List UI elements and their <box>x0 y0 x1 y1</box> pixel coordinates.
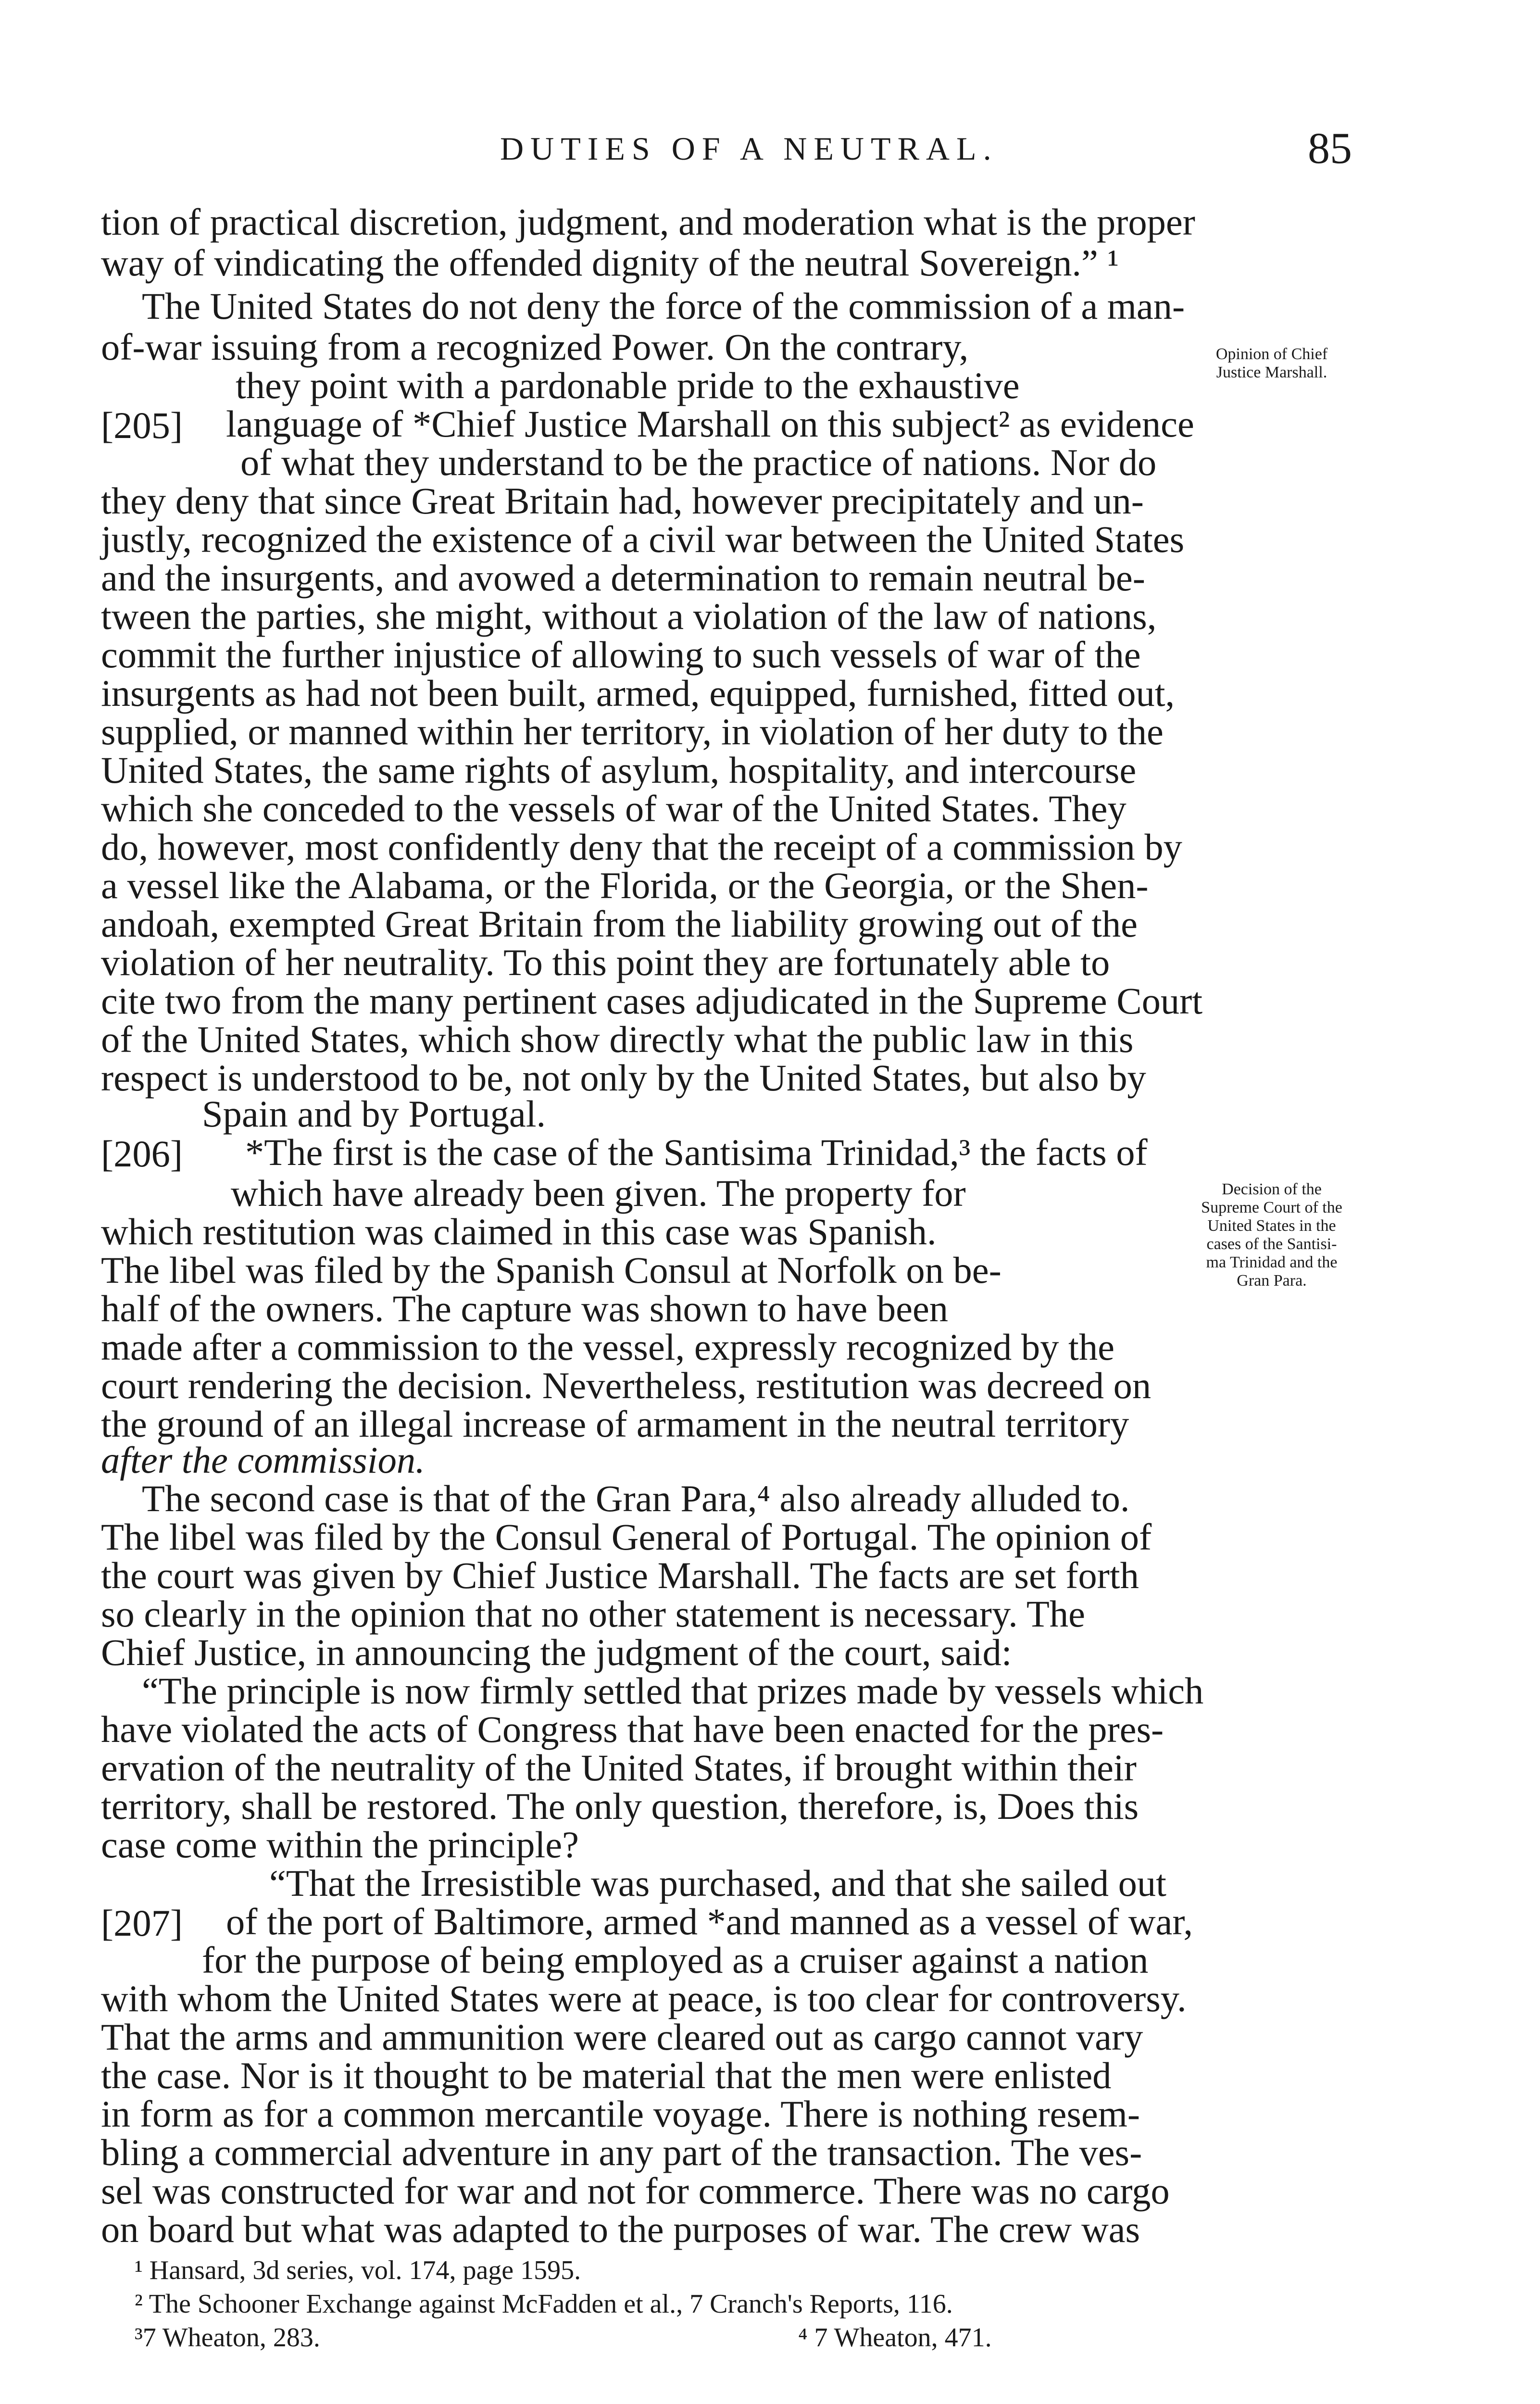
text-line: sel was constructed for war and not for commerce. There was no cargo <box>101 2170 1170 2212</box>
text-line: of the United States, which show directly what the public law in this <box>101 1018 1134 1060</box>
text-line: The second case is that of the Gran Para,⁴ also already alluded to. <box>142 1477 1130 1519</box>
sidenote-decision <box>1178 1180 1365 1290</box>
text-line: of what they understand to be the practice of nations. Nor do <box>240 441 1157 483</box>
text-line: “The principle is now firmly settled that prizes made by vessels which <box>142 1670 1204 1712</box>
text-line: in form as for a common mercantile voyage. There is nothing resem- <box>101 2093 1140 2135</box>
text-line: supplied, or manned within her territory, in violation of her duty to the <box>101 711 1164 752</box>
text-line: violation of her neutrality. To this point they are fortunately able to <box>101 941 1110 983</box>
text-line: have violated the acts of Congress that have been enacted for the pres- <box>101 1708 1164 1750</box>
text-line: The libel was filed by the Spanish Consul at Norfolk on be- <box>101 1249 1002 1291</box>
text-line: respect is understood to be, not only by the United States, but also by <box>101 1057 1146 1099</box>
text-line: for the purpose of being employed as a cruiser against a nation <box>202 1939 1149 1981</box>
text-line: court rendering the decision. Nevertheless, restitution was decreed on <box>101 1365 1152 1406</box>
page-number: 85 <box>1308 124 1352 173</box>
text-line: Spain and by Portugal. <box>202 1093 546 1135</box>
text-line: of the port of Baltimore, armed *and manned as a vessel of war, <box>226 1901 1193 1942</box>
text-line: half of the owners. The capture was shown to have been <box>101 1288 949 1329</box>
text-line: way of vindicating the offended dignity of the neutral Sovereign.” ¹ <box>101 242 1119 284</box>
text-line: bling a commercial adventure in any part of the transaction. The ves- <box>101 2131 1142 2173</box>
sidenote-opinion <box>1178 345 1365 382</box>
footnote-1: ¹ Hansard, 3d series, vol. 174, page 1595. <box>135 2255 581 2285</box>
sidenote-line: United States in the <box>1207 1217 1336 1235</box>
text-line: justly, recognized the existence of a civil war between the United States <box>101 518 1185 560</box>
text-line: Chief Justice, in announcing the judgment of the court, said: <box>101 1631 1012 1673</box>
text-line: cite two from the many pertinent cases adjudicated in the Supreme Court <box>101 980 1203 1022</box>
text-line: commit the further injustice of allowing to such vessels of war of the <box>101 634 1141 676</box>
text-line: United States, the same rights of asylum, hospitality, and intercourse <box>101 749 1137 791</box>
sidenote-line: ma Trinidad and the <box>1206 1253 1338 1271</box>
text-line: the ground of an illegal increase of armament in the neutral territory <box>101 1403 1129 1445</box>
text-line: “That the Irresistible was purchased, and that she sailed out <box>269 1862 1166 1904</box>
text-line: a vessel like the Alabama, or the Florida, or the Georgia, or the Shen- <box>101 864 1149 906</box>
footnote-2: ² The Schooner Exchange against McFadden et al., 7 Cranch's Reports, 116. <box>135 2289 953 2319</box>
sidenote-line: cases of the Santisi- <box>1206 1235 1337 1253</box>
text-line: they deny that since Great Britain had, however precipitately and un- <box>101 480 1144 522</box>
text-line: do, however, most confidently deny that the receipt of a commission by <box>101 826 1182 868</box>
page-marker: [207] <box>101 1902 183 1944</box>
text-line: which have already been given. The property for <box>231 1172 966 1214</box>
text-line: they point with a pardonable pride to the exhaustive <box>236 364 1020 406</box>
text-line: That the arms and ammunition were cleared out as cargo cannot vary <box>101 2016 1143 2058</box>
page-marker: [206] <box>101 1133 183 1175</box>
text-line: andoah, exempted Great Britain from the liability growing out of the <box>101 903 1138 945</box>
running-title: DUTIES OF A NEUTRAL. <box>500 130 998 167</box>
footnote-3: ³7 Wheaton, 283. <box>135 2323 320 2353</box>
sidenote-line: Decision of the <box>1222 1180 1322 1198</box>
text-line: ervation of the neutrality of the United States, if brought within their <box>101 1747 1137 1789</box>
text-line: *The first is the case of the Santisima Trinidad,³ the facts of <box>245 1131 1148 1173</box>
text-line: on board but what was adapted to the purposes of war. The crew was <box>101 2208 1140 2250</box>
text-line: after the commission. <box>101 1439 425 1481</box>
text-line: language of *Chief Justice Marshall on this subject² as evidence <box>226 403 1194 445</box>
text-line: and the insurgents, and avowed a determination to remain neutral be- <box>101 557 1145 599</box>
sidenote-line: Opinion of Chief <box>1215 345 1328 363</box>
sidenote-line: Supreme Court of the <box>1201 1199 1342 1216</box>
text-line: case come within the principle? <box>101 1824 579 1866</box>
text-line: tion of practical discretion, judgment, and moderation what is the proper <box>101 201 1195 243</box>
page-marker: [205] <box>101 404 183 446</box>
sidenote-line: Gran Para. <box>1237 1272 1307 1290</box>
text-line: The United States do not deny the force of the commission of a man- <box>142 285 1185 327</box>
text-line: tween the parties, she might, without a violation of the law of nations, <box>101 595 1157 637</box>
sidenote-line: Justice Marshall. <box>1216 363 1327 381</box>
text-line: of-war issuing from a recognized Power. On the contrary, <box>101 326 969 368</box>
text-line: The libel was filed by the Consul General of Portugal. The opinion of <box>101 1516 1152 1558</box>
footnote-4: ⁴ 7 Wheaton, 471. <box>798 2323 992 2353</box>
text-line: insurgents as had not been built, armed, equipped, furnished, fitted out, <box>101 672 1175 714</box>
text-line: made after a commission to the vessel, expressly recognized by the <box>101 1326 1114 1368</box>
text-line: with whom the United States were at peace, is too clear for controversy. <box>101 1978 1187 2019</box>
text-line: so clearly in the opinion that no other statement is necessary. The <box>101 1593 1085 1635</box>
text-line: the case. Nor is it thought to be material that the men were enlisted <box>101 2054 1112 2096</box>
text-line: which she conceded to the vessels of war of the United States. They <box>101 788 1127 829</box>
text-line: which restitution was claimed in this case was Spanish. <box>101 1211 937 1252</box>
text-line: the court was given by Chief Justice Marshall. The facts are set forth <box>101 1554 1139 1596</box>
text-line: territory, shall be restored. The only question, therefore, is, Does this <box>101 1785 1139 1827</box>
